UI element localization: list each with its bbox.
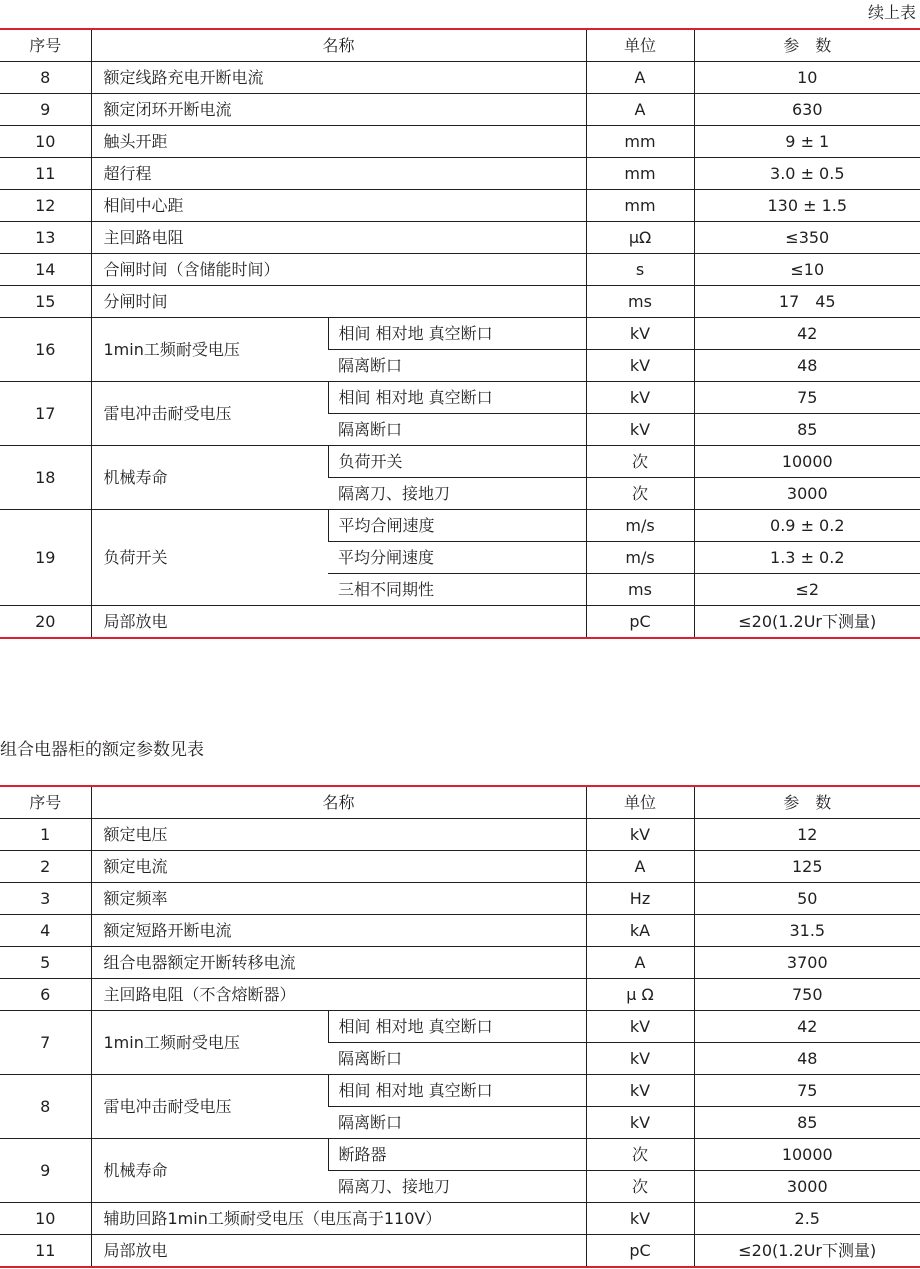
table-row (0, 158, 920, 190)
row-number: 11 (0, 1235, 91, 1268)
table-row (0, 62, 920, 94)
table-header (0, 29, 920, 62)
unit-cell: kV (586, 382, 694, 414)
row-number: 4 (0, 915, 91, 947)
value-cell: ≤20(1.2Ur下测量) (694, 1235, 920, 1268)
value-cell: 3.0 ± 0.5 (694, 158, 920, 190)
table-row (0, 979, 920, 1011)
value-cell: 48 (694, 350, 920, 382)
parameter-name: 雷电冲击耐受电压 (91, 1075, 328, 1139)
value-cell: 42 (694, 1011, 920, 1043)
parameter-name: 相间中心距 (91, 190, 586, 222)
unit-cell: pC (586, 1235, 694, 1268)
sub-parameter-name: 相间 相对地 真空断口 (328, 318, 586, 350)
unit-cell: μΩ (586, 222, 694, 254)
sub-parameter-name: 三相不同期性 (328, 574, 586, 606)
value-cell: 85 (694, 414, 920, 446)
header-unit: 单位 (586, 786, 694, 819)
table-row (0, 286, 920, 318)
value-cell: 31.5 (694, 915, 920, 947)
unit-cell: kV (586, 1075, 694, 1107)
sub-parameter-name: 隔离断口 (328, 414, 586, 446)
table-header (0, 786, 920, 819)
sub-parameter-name: 负荷开关 (328, 446, 586, 478)
value-cell: 0.9 ± 0.2 (694, 510, 920, 542)
unit-cell: ms (586, 286, 694, 318)
value-cell: 75 (694, 382, 920, 414)
table-row (0, 318, 920, 350)
row-number: 20 (0, 606, 91, 639)
unit-cell: A (586, 94, 694, 126)
table-row (0, 94, 920, 126)
header-name: 名称 (91, 786, 586, 819)
value-cell: 125 (694, 851, 920, 883)
table-row (0, 222, 920, 254)
combined-cabinet-parameter-table (0, 785, 920, 1268)
sub-parameter-name: 断路器 (328, 1139, 586, 1171)
value-cell: 3000 (694, 1171, 920, 1203)
table-row (0, 819, 920, 851)
value-cell: ≤20(1.2Ur下测量) (694, 606, 920, 639)
table-row (0, 1203, 920, 1235)
parameter-name: 合闸时间（含储能时间） (91, 254, 586, 286)
row-number: 6 (0, 979, 91, 1011)
table-row (0, 510, 920, 542)
unit-cell: kV (586, 318, 694, 350)
header-unit: 单位 (586, 29, 694, 62)
parameter-name: 触头开距 (91, 126, 586, 158)
value-cell: 42 (694, 318, 920, 350)
table-row (0, 1075, 920, 1107)
unit-cell: 次 (586, 478, 694, 510)
sub-parameter-name: 隔离断口 (328, 1107, 586, 1139)
row-number: 3 (0, 883, 91, 915)
value-cell: 3700 (694, 947, 920, 979)
table-row (0, 606, 920, 639)
parameter-name: 1min工频耐受电压 (91, 1011, 328, 1075)
sub-parameter-name: 相间 相对地 真空断口 (328, 1011, 586, 1043)
parameter-name: 额定电压 (91, 819, 586, 851)
header-value: 参 数 (694, 786, 920, 819)
table-row (0, 382, 920, 414)
parameter-name: 分闸时间 (91, 286, 586, 318)
unit-cell: kV (586, 819, 694, 851)
parameter-name: 负荷开关 (91, 510, 328, 606)
row-number: 11 (0, 158, 91, 190)
sub-parameter-name: 隔离断口 (328, 1043, 586, 1075)
parameter-name: 额定线路充电开断电流 (91, 62, 586, 94)
value-cell: 17 45 (694, 286, 920, 318)
row-number: 10 (0, 126, 91, 158)
parameter-name: 组合电器额定开断转移电流 (91, 947, 586, 979)
value-cell: 12 (694, 819, 920, 851)
table-row (0, 190, 920, 222)
value-cell: 10 (694, 62, 920, 94)
value-cell: 3000 (694, 478, 920, 510)
row-number: 14 (0, 254, 91, 286)
unit-cell: kV (586, 1043, 694, 1075)
parameter-name: 机械寿命 (91, 1139, 328, 1203)
header-value: 参 数 (694, 29, 920, 62)
continued-label: 续上表 (867, 3, 916, 22)
row-number: 5 (0, 947, 91, 979)
unit-cell: 次 (586, 446, 694, 478)
parameter-name: 机械寿命 (91, 446, 328, 510)
value-cell: 48 (694, 1043, 920, 1075)
value-cell: 10000 (694, 1139, 920, 1171)
parameter-name: 额定短路开断电流 (91, 915, 586, 947)
parameter-name: 主回路电阻 (91, 222, 586, 254)
table-row (0, 1235, 920, 1268)
value-cell: 130 ± 1.5 (694, 190, 920, 222)
value-cell: 75 (694, 1075, 920, 1107)
table-row (0, 126, 920, 158)
row-number: 9 (0, 94, 91, 126)
row-number: 2 (0, 851, 91, 883)
parameter-table-continued (0, 28, 920, 639)
table-row (0, 1139, 920, 1171)
parameter-name: 额定闭环开断电流 (91, 94, 586, 126)
unit-cell: A (586, 947, 694, 979)
unit-cell: mm (586, 158, 694, 190)
sub-parameter-name: 相间 相对地 真空断口 (328, 382, 586, 414)
table-row (0, 883, 920, 915)
header-name: 名称 (91, 29, 586, 62)
parameter-name: 雷电冲击耐受电压 (91, 382, 328, 446)
row-number: 1 (0, 819, 91, 851)
row-number: 12 (0, 190, 91, 222)
unit-cell: pC (586, 606, 694, 639)
parameter-name: 局部放电 (91, 606, 586, 639)
unit-cell: A (586, 851, 694, 883)
sub-parameter-name: 相间 相对地 真空断口 (328, 1075, 586, 1107)
unit-cell: kV (586, 1011, 694, 1043)
value-cell: 10000 (694, 446, 920, 478)
row-number: 8 (0, 1075, 91, 1139)
value-cell: 630 (694, 94, 920, 126)
value-cell: 750 (694, 979, 920, 1011)
value-cell: 2.5 (694, 1203, 920, 1235)
value-cell: 1.3 ± 0.2 (694, 542, 920, 574)
unit-cell: mm (586, 126, 694, 158)
sub-parameter-name: 隔离刀、接地刀 (328, 478, 586, 510)
row-number: 16 (0, 318, 91, 382)
sub-parameter-name: 平均分闸速度 (328, 542, 586, 574)
value-cell: ≤350 (694, 222, 920, 254)
unit-cell: A (586, 62, 694, 94)
parameter-name: 额定频率 (91, 883, 586, 915)
unit-cell: ms (586, 574, 694, 606)
table-row (0, 915, 920, 947)
row-number: 7 (0, 1011, 91, 1075)
value-cell: ≤2 (694, 574, 920, 606)
unit-cell: kA (586, 915, 694, 947)
table-row (0, 446, 920, 478)
row-number: 17 (0, 382, 91, 446)
value-cell: 50 (694, 883, 920, 915)
unit-cell: kV (586, 1107, 694, 1139)
row-number: 18 (0, 446, 91, 510)
parameter-name: 1min工频耐受电压 (91, 318, 328, 382)
unit-cell: m/s (586, 542, 694, 574)
row-number: 10 (0, 1203, 91, 1235)
row-number: 19 (0, 510, 91, 606)
table-row (0, 254, 920, 286)
unit-cell: 次 (586, 1139, 694, 1171)
row-number: 13 (0, 222, 91, 254)
unit-cell: kV (586, 1203, 694, 1235)
unit-cell: Hz (586, 883, 694, 915)
unit-cell: 次 (586, 1171, 694, 1203)
value-cell: 9 ± 1 (694, 126, 920, 158)
sub-parameter-name: 隔离断口 (328, 350, 586, 382)
parameter-name: 额定电流 (91, 851, 586, 883)
parameter-name: 局部放电 (91, 1235, 586, 1268)
row-number: 15 (0, 286, 91, 318)
header-no: 序号 (0, 786, 91, 819)
section-title: 组合电器柜的额定参数见表 (0, 740, 204, 760)
parameter-name: 主回路电阻（不含熔断器） (91, 979, 586, 1011)
sub-parameter-name: 隔离刀、接地刀 (328, 1171, 586, 1203)
header-no: 序号 (0, 29, 91, 62)
row-number: 9 (0, 1139, 91, 1203)
unit-cell: μ Ω (586, 979, 694, 1011)
unit-cell: mm (586, 190, 694, 222)
unit-cell: m/s (586, 510, 694, 542)
parameter-name: 辅助回路1min工频耐受电压（电压高于110V） (91, 1203, 586, 1235)
parameter-name: 超行程 (91, 158, 586, 190)
value-cell: 85 (694, 1107, 920, 1139)
unit-cell: kV (586, 350, 694, 382)
sub-parameter-name: 平均合闸速度 (328, 510, 586, 542)
unit-cell: s (586, 254, 694, 286)
unit-cell: kV (586, 414, 694, 446)
table-row (0, 947, 920, 979)
table-row (0, 851, 920, 883)
value-cell: ≤10 (694, 254, 920, 286)
table-row (0, 1011, 920, 1043)
row-number: 8 (0, 62, 91, 94)
